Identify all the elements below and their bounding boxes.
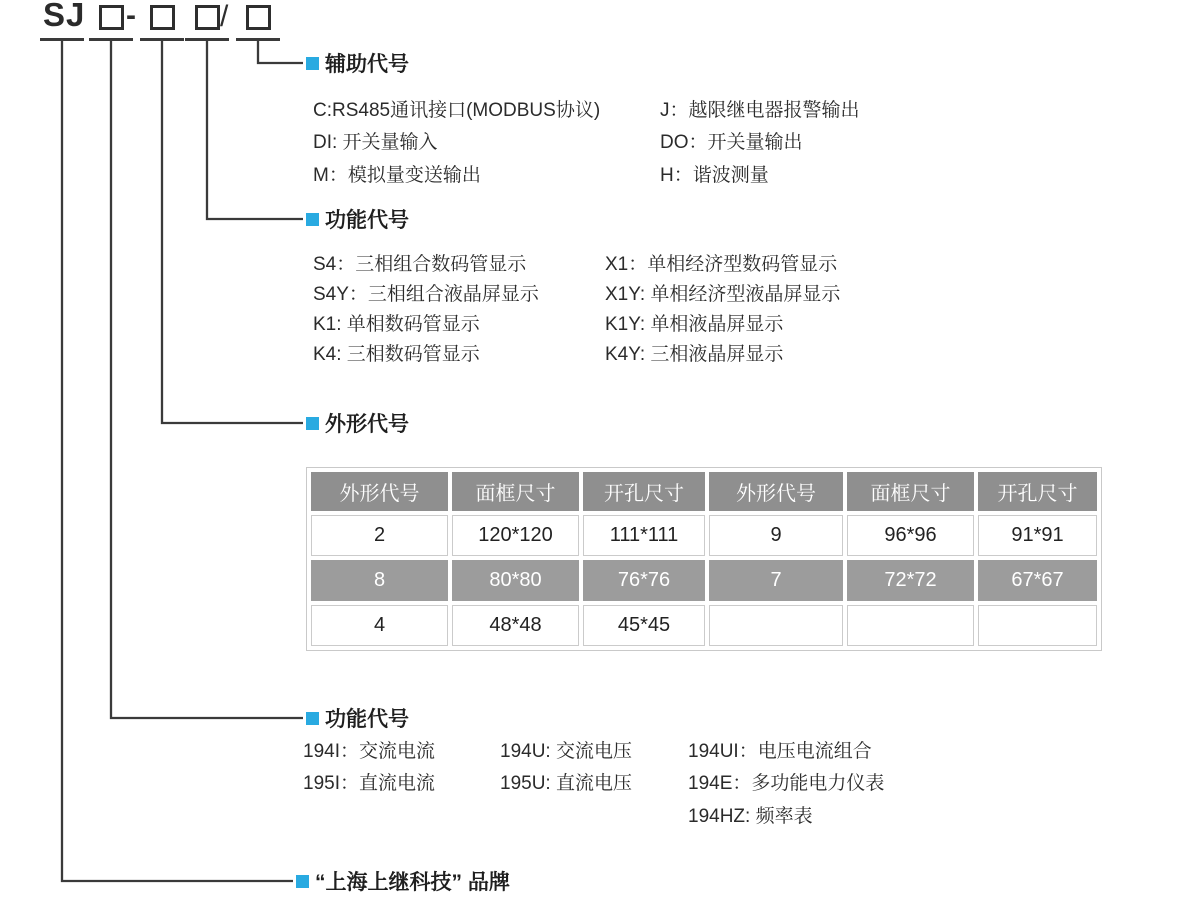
model-box-3 (195, 5, 220, 30)
lead-shape (162, 40, 303, 423)
section-label-auxiliary (306, 50, 409, 76)
table-cell: 7 (709, 560, 843, 601)
shape-size-table (306, 467, 1102, 651)
aux-item: DO：开关量输出 (660, 132, 803, 154)
function-display-items (313, 247, 840, 367)
table-header-row (311, 472, 1097, 511)
table-header-cell: 开孔尺寸 (978, 472, 1097, 511)
table-cell (978, 605, 1097, 646)
blue-square-icon (296, 875, 309, 888)
table-header-cell: 面框尺寸 (452, 472, 579, 511)
table-cell: 67*67 (978, 560, 1097, 601)
func-type-item: 195U: 直流电压 (500, 773, 632, 795)
section-label-brand (296, 868, 510, 894)
func-display-item: S4Y：三相组合液晶屏显示 (313, 283, 539, 305)
shape-table-wrap (306, 467, 1102, 651)
table-header-cell: 面框尺寸 (847, 472, 974, 511)
table-cell: 91*91 (978, 515, 1097, 556)
table-row (311, 560, 1097, 601)
model-box-1 (99, 5, 124, 30)
model-slash: / (220, 0, 229, 33)
aux-item: C:RS485通讯接口(MODBUS协议) (313, 99, 601, 121)
func-type-item: 194U: 交流电压 (500, 740, 632, 762)
table-cell: 4 (311, 605, 448, 646)
func-type-item: 194E：多功能电力仪表 (688, 773, 885, 795)
table-cell (847, 605, 974, 646)
table-cell: 96*96 (847, 515, 974, 556)
func-display-item: K4: 三相数码管显示 (313, 343, 480, 365)
table-cell: 80*80 (452, 560, 579, 601)
table-cell: 2 (311, 515, 448, 556)
table-header-cell: 外形代号 (311, 472, 448, 511)
blue-square-icon (306, 712, 319, 725)
table-header-cell: 开孔尺寸 (583, 472, 705, 511)
lead-brand (62, 40, 293, 881)
section-label-function-display (306, 206, 409, 232)
aux-item: J：越限继电器报警输出 (660, 99, 860, 121)
lead-function-type (111, 40, 303, 718)
section-title-function-display: 功能代号 (325, 209, 409, 232)
blue-square-icon (306, 57, 319, 70)
func-display-item: X1Y: 单相经济型液晶屏显示 (605, 283, 841, 305)
table-cell: 111*111 (583, 515, 705, 556)
table-cell: 45*45 (583, 605, 705, 646)
func-display-item: K1: 单相数码管显示 (313, 313, 480, 335)
table-cell (709, 605, 843, 646)
func-display-item: S4：三相组合数码管显示 (313, 253, 527, 275)
aux-item: DI: 开关量输入 (313, 132, 438, 154)
table-cell: 72*72 (847, 560, 974, 601)
lead-auxiliary (258, 40, 303, 63)
section-title-function-type: 功能代号 (325, 708, 409, 731)
table-cell: 9 (709, 515, 843, 556)
table-row (311, 605, 1097, 646)
func-type-item (303, 798, 500, 831)
section-label-function-type (306, 705, 409, 731)
lead-function-display (207, 40, 303, 219)
model-box-4 (246, 5, 271, 30)
model-prefix: SJ (43, 0, 86, 33)
func-type-item: 194HZ: 频率表 (688, 805, 813, 827)
table-cell: 48*48 (452, 605, 579, 646)
table-cell: 120*120 (452, 515, 579, 556)
function-type-items (303, 733, 884, 831)
model-dash: - (126, 0, 136, 32)
aux-item: M：模拟量变送输出 (313, 164, 481, 186)
blue-square-icon (306, 213, 319, 226)
func-display-item: K4Y: 三相液晶屏显示 (605, 343, 784, 365)
func-type-item (500, 798, 688, 831)
blue-square-icon (306, 417, 319, 430)
table-row (311, 515, 1097, 556)
func-type-item: 194UI：电压电流组合 (688, 740, 872, 762)
func-type-item: 194I：交流电流 (303, 740, 435, 762)
brand-title: “上海上继科技” 品牌 (315, 871, 510, 894)
table-header-cell: 外形代号 (709, 472, 843, 511)
func-display-item: K1Y: 单相液晶屏显示 (605, 313, 784, 335)
table-cell: 8 (311, 560, 448, 601)
section-title-shape: 外形代号 (325, 413, 409, 436)
func-type-item: 195I：直流电流 (303, 773, 435, 795)
section-label-shape (306, 410, 409, 436)
table-cell: 76*76 (583, 560, 705, 601)
section-title-auxiliary: 辅助代号 (325, 53, 409, 76)
aux-item: H：谐波测量 (660, 164, 769, 186)
auxiliary-items (313, 92, 860, 190)
func-display-item: X1：单相经济型数码管显示 (605, 253, 838, 275)
model-box-2 (150, 5, 175, 30)
